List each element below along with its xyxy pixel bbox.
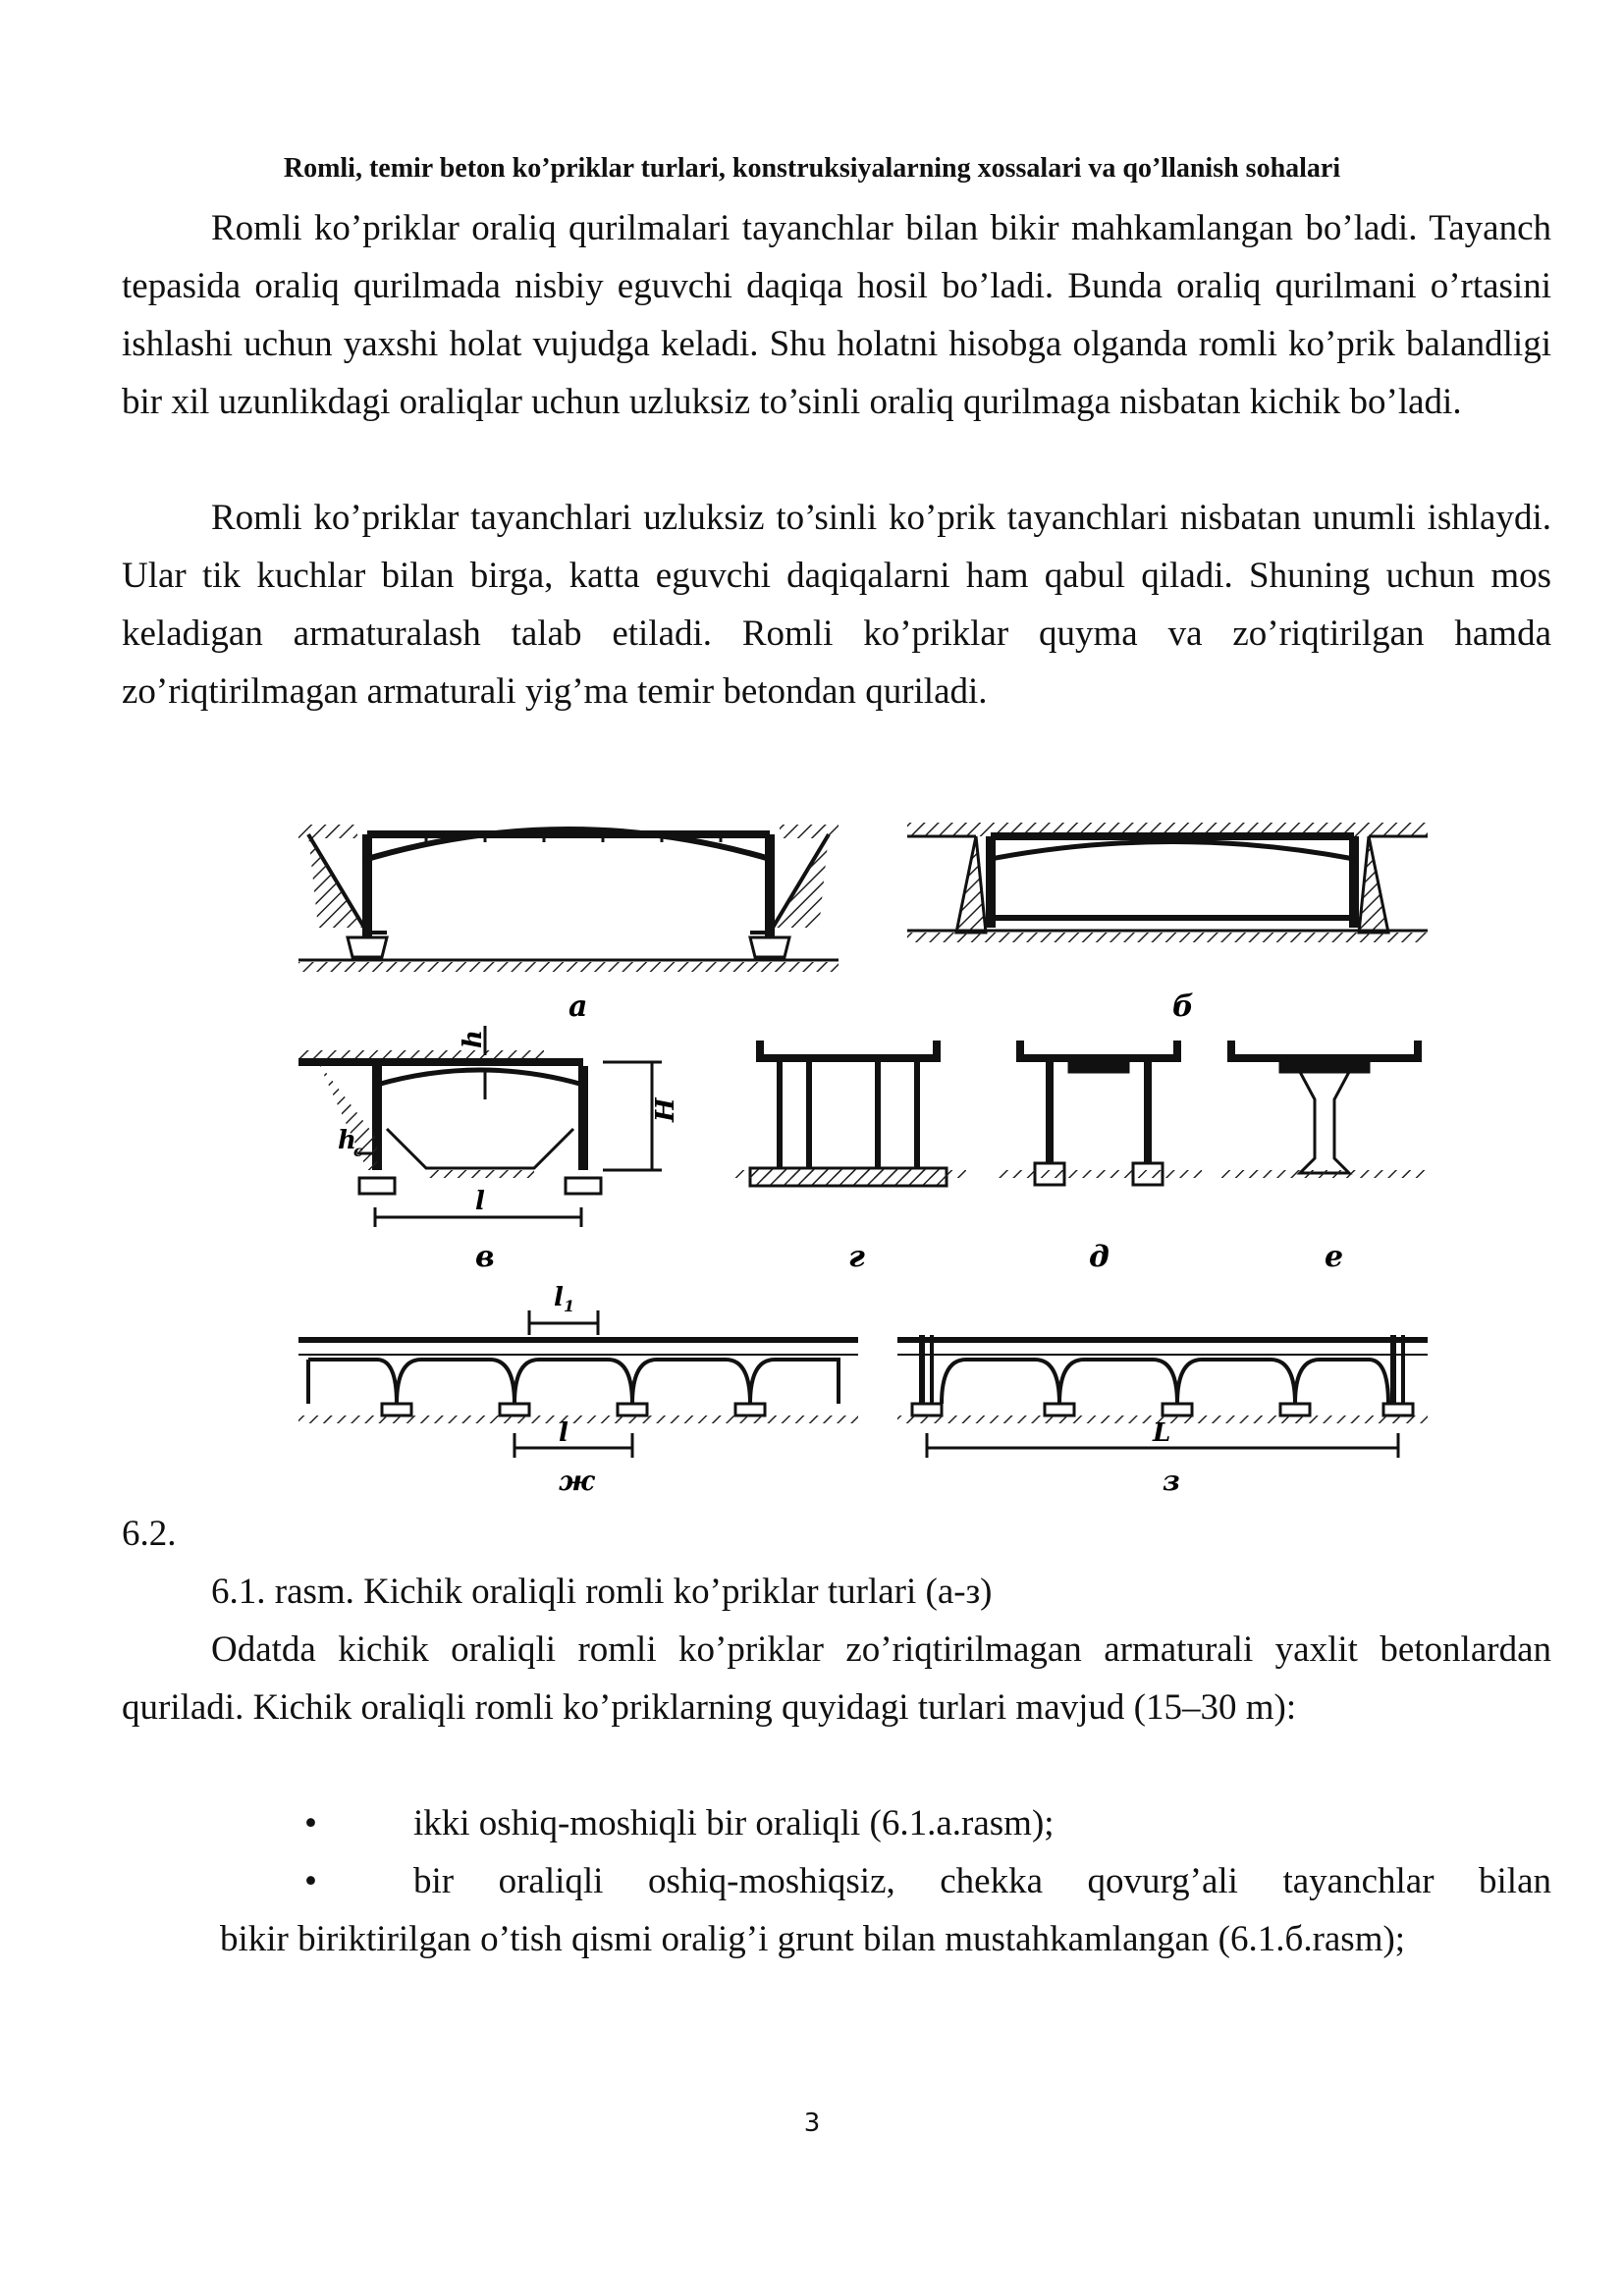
diagram-a [298, 825, 839, 972]
label-l-2: l [559, 1418, 568, 1448]
label-g: г [848, 1240, 865, 1274]
label-v: в [475, 1240, 495, 1274]
bullet-text: bir oraliqli oshiq-moshiqsiz, chekka qovurg’ali tayanchlar bilan [413, 1861, 1551, 1901]
bullet-marker: • [304, 1861, 317, 1901]
bullet-item-2 [220, 1852, 1551, 1910]
document-title: Romli, temir beton ko’priklar turlari, konstruksiyalarning xossalari va qo’llanish sohalari [283, 153, 1341, 184]
label-l: l [475, 1187, 485, 1216]
diagram-b [907, 823, 1428, 942]
label-zh: ж [559, 1465, 595, 1492]
label-H: H [651, 1097, 680, 1122]
figure-caption: 6.1. rasm. Kichik oraliqli romli ko’priklar turlari (а-з) [211, 1572, 993, 1612]
label-l1-sub: 1 [564, 1297, 575, 1315]
diagram-d [996, 1041, 1202, 1185]
bullet-marker: • [304, 1803, 317, 1843]
section-number: 6.2. [122, 1514, 177, 1554]
label-e: е [1325, 1240, 1344, 1274]
paragraph-1: Romli ko’priklar oraliq qurilmalari tayanchlar bilan bikir mahkamlangan bo’ladi. Tayanch tepasida oraliq qurilmada nisbiy eguvchi daqiqa hosil bo’ladi. Bunda oraliq qurilmani o’rtasini ishlashi uchun yaxshi holat vujudga keladi. Shu holatni hisobga olganda romli ko’prik balandligi bir xil uzunlikdagi oraliqlar uchun uzluksiz to’sinli oraliq qurilmaga nisbatan kichik bo’ladi. [122, 208, 1551, 422]
label-z: з [1163, 1465, 1180, 1492]
bullet-continuation: bikir biriktirilgan o’tish qismi oralig’i grunt bilan mustahkamlangan (6.1.б.rasm); [220, 1919, 1406, 1959]
diagram-g [731, 1041, 966, 1186]
label-b: б [1172, 989, 1194, 1024]
diagram-e [1221, 1041, 1428, 1178]
label-hc-sub: c [353, 1142, 363, 1160]
label-a: а [568, 989, 588, 1024]
label-hc: h [338, 1126, 356, 1155]
bullet-text: ikki oshiq-moshiqli bir oraliqli (6.1.a.rasm); [413, 1803, 1055, 1843]
paragraph-3: Odatda kichik oraliqli romli ko’priklar zo’riqtirilmagan armaturali yaxlit betonlardan quriladi. Kichik oraliqli romli ko’priklarning quyidagi turlari mavjud (15–30 m): [122, 1629, 1551, 1728]
label-d: д [1089, 1240, 1110, 1274]
label-L: L [1153, 1418, 1171, 1448]
bridge-types-figure [289, 805, 1437, 1492]
paragraph-2: Romli ko’priklar tayanchlari uzluksiz to’sinli ko’prik tayanchlari nisbatan unumli ishlaydi. Ular tik kuchlar bilan birga, katta eguvchi daqiqalarni ham qabul qiladi. Shuning uchun mos keladigan armaturalash talab etiladi. Romli ko’priklar quyma va zo’riqtirilgan hamda zo’riqtirilmagan armaturali yig’ma temir betondan quriladi. [122, 498, 1551, 712]
label-l1: l [554, 1283, 564, 1312]
bullet-item-1 [220, 1794, 1551, 1852]
diagram-zh [298, 1310, 858, 1458]
page-number: 3 [803, 2109, 821, 2138]
label-h: h [459, 1030, 488, 1048]
